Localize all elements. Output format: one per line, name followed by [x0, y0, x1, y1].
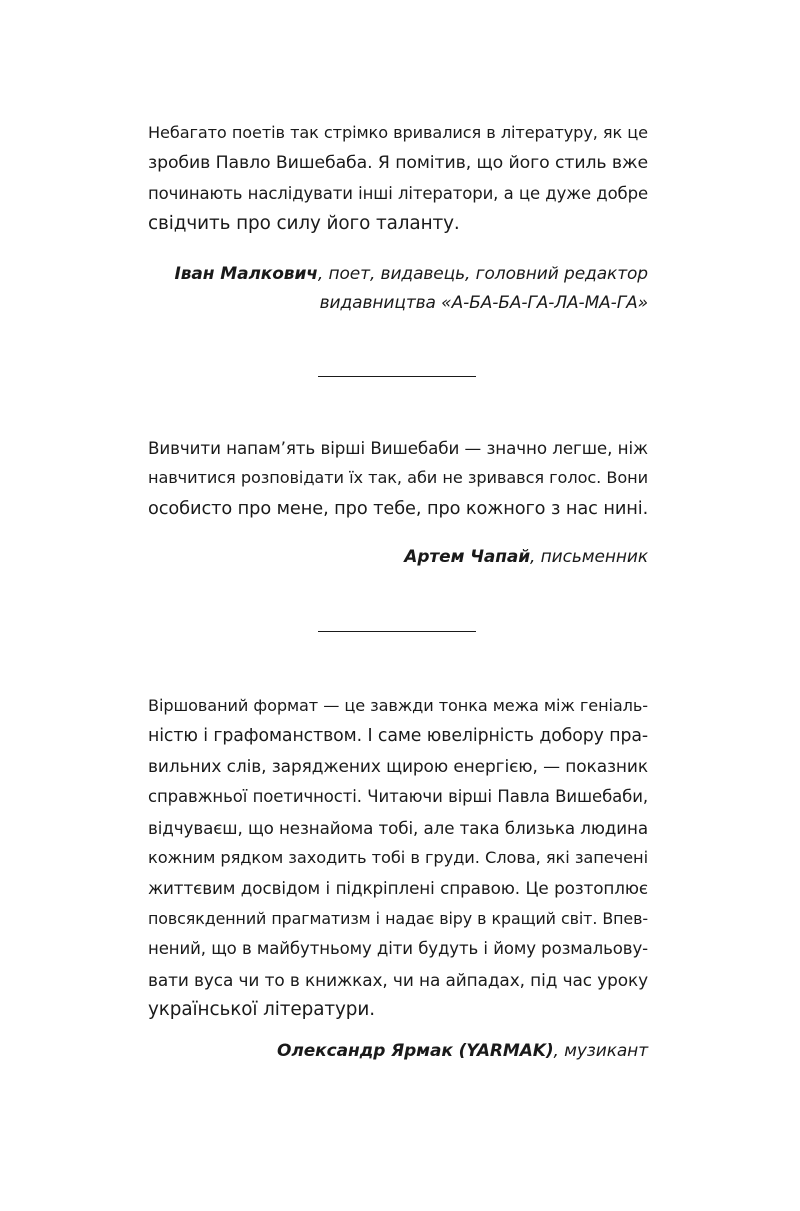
quote-line: Вивчити напам’ять вірші Вишебаби — значно легше, ніж	[148, 438, 648, 458]
author-name: Олександр Ярмак (YARMAK)	[277, 1041, 554, 1061]
attribution-3	[148, 1037, 648, 1066]
quote-line: вильних слів, заряджених щирою енергією, — показник	[148, 756, 648, 777]
quote-line: життєвим досвідом і підкріплені справою. Це розтоплює	[148, 878, 648, 899]
author-name: Артем Чапай	[404, 547, 531, 567]
author-name: Іван Малкович	[174, 264, 318, 284]
attribution-2	[148, 543, 648, 572]
quote-line: відчуваєш, що незнайома тобі, але така близька людина	[148, 817, 648, 838]
quote-line: зробив Павло Вишебаба. Я помітив, що його стиль вже	[148, 153, 648, 174]
author-role: видавництва «А-БА-БА-ГА-ЛА-МА-ГА»	[319, 293, 648, 313]
attribution-1	[148, 260, 648, 318]
section-divider	[318, 376, 476, 377]
quote-line: свідчить про силу його таланту.	[148, 213, 460, 235]
quote-line: ністю і графоманством. І саме ювелірність добору пра-	[148, 726, 648, 747]
quote-line: української літератури.	[148, 999, 375, 1021]
author-role: , поет, видавець, головний редактор	[317, 264, 648, 284]
quote-line: вати вуса чи то в книжках, чи на айпадах, під час уроку	[148, 969, 648, 990]
quote-line: навчитися розповідати їх так, аби не зривався голос. Вони	[148, 468, 648, 488]
quote-line: повсякденний прагматизм і надає віру в кращий світ. Впев-	[148, 908, 648, 928]
section-divider	[318, 631, 476, 632]
author-role: , музикант	[553, 1041, 648, 1061]
quote-text-3	[148, 691, 648, 1025]
quote-line: справжньої поетичності. Читаючи вірші Павла Вишебаби,	[148, 787, 648, 807]
quote-line: кожним рядком заходить тобі в груди. Слова, які запечені	[148, 848, 648, 868]
quote-text-1	[148, 118, 648, 240]
quote-text-2	[148, 433, 648, 524]
quote-line: Віршований формат — це завжди тонка межа між геніаль-	[148, 696, 648, 715]
quote-line: Небагато поетів так стрімко вривалися в літературу, як це	[148, 123, 648, 142]
quote-line: нений, що в майбутньому діти будуть і йому розмальову-	[148, 939, 648, 959]
quote-line: особисто про мене, про тебе, про кожного з нас нині.	[148, 498, 649, 519]
author-role: , письменник	[530, 547, 648, 567]
quote-line: починають наслідувати інші літератори, а це дуже добре	[148, 183, 648, 203]
